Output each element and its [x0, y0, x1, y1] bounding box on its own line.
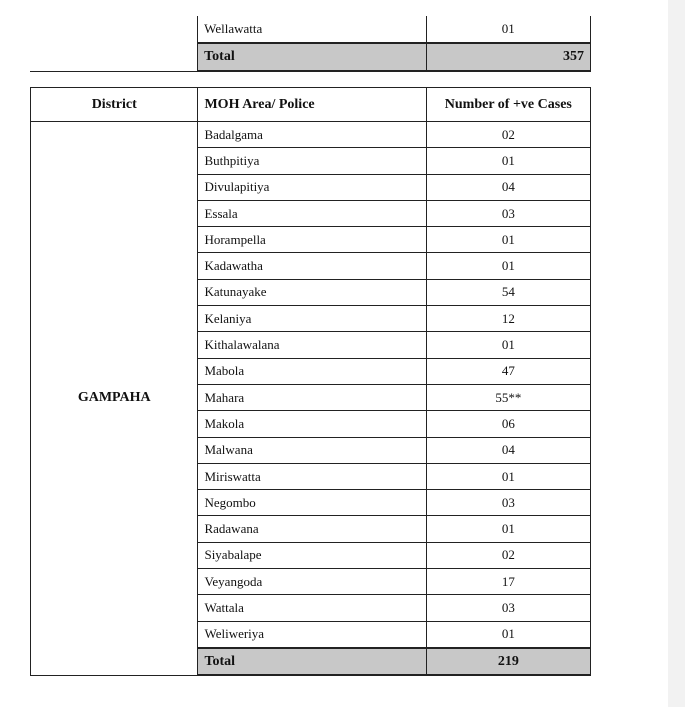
moh-area-cell: Siyabalape [198, 542, 426, 568]
scrollbar-track[interactable] [668, 0, 685, 707]
total-value: 357 [426, 43, 590, 71]
moh-area-cell: Malwana [198, 437, 426, 463]
moh-area-cell: Kadawatha [198, 253, 426, 279]
case-count-cell: 01 [426, 516, 590, 542]
moh-area-cell: Divulapitiya [198, 174, 426, 200]
case-count-cell: 01 [426, 227, 590, 253]
case-count-cell: 03 [426, 490, 590, 516]
case-count-cell: 06 [426, 411, 590, 437]
moh-area-cell: Negombo [198, 490, 426, 516]
moh-area-cell: Buthpitiya [198, 148, 426, 174]
case-count-cell: 12 [426, 306, 590, 332]
case-count-cell: 01 [426, 148, 590, 174]
total-label: Total [198, 43, 426, 71]
moh-area-cell: Horampella [198, 227, 426, 253]
moh-area-header: MOH Area/ Police [198, 88, 426, 122]
district-cell-empty [30, 16, 198, 71]
moh-area-cell: Katunayake [198, 279, 426, 305]
moh-area-cell: Weliweriya [198, 621, 426, 648]
case-count-cell: 01 [426, 621, 590, 648]
table-row [30, 16, 591, 43]
total-value: 219 [426, 648, 590, 675]
moh-area-cell: Mabola [198, 358, 426, 384]
case-count-cell: 01 [426, 332, 590, 358]
case-count-header: Number of +ve Cases [426, 88, 590, 122]
moh-area-cell: Wellawatta [198, 16, 426, 43]
table-row [31, 122, 591, 148]
moh-area-cell: Veyangoda [198, 569, 426, 595]
gampaha-cases-table [30, 87, 591, 676]
case-count-cell: 01 [426, 463, 590, 489]
case-count-cell: 17 [426, 569, 590, 595]
moh-area-cell: Kithalawalana [198, 332, 426, 358]
moh-area-cell: Makola [198, 411, 426, 437]
case-count-cell: 04 [426, 174, 590, 200]
moh-area-cell: Kelaniya [198, 306, 426, 332]
case-count-cell: 02 [426, 122, 590, 148]
case-count-cell: 47 [426, 358, 590, 384]
total-label: Total [198, 648, 426, 675]
case-count-cell: 03 [426, 595, 590, 621]
moh-area-cell: Mahara [198, 384, 426, 410]
district-header: District [31, 88, 198, 122]
district-cell: GAMPAHA [31, 122, 198, 676]
moh-area-cell: Radawana [198, 516, 426, 542]
case-count-cell: 55** [426, 384, 590, 410]
moh-area-cell: Miriswatta [198, 463, 426, 489]
case-count-cell: 01 [426, 253, 590, 279]
case-count-cell: 04 [426, 437, 590, 463]
case-count-cell: 03 [426, 200, 590, 226]
case-count-cell: 54 [426, 279, 590, 305]
case-count-cell: 01 [426, 16, 590, 43]
header-row [31, 88, 591, 122]
moh-area-cell: Wattala [198, 595, 426, 621]
case-count-cell: 02 [426, 542, 590, 568]
previous-district-table-fragment [30, 16, 591, 72]
moh-area-cell: Badalgama [198, 122, 426, 148]
moh-area-cell: Essala [198, 200, 426, 226]
